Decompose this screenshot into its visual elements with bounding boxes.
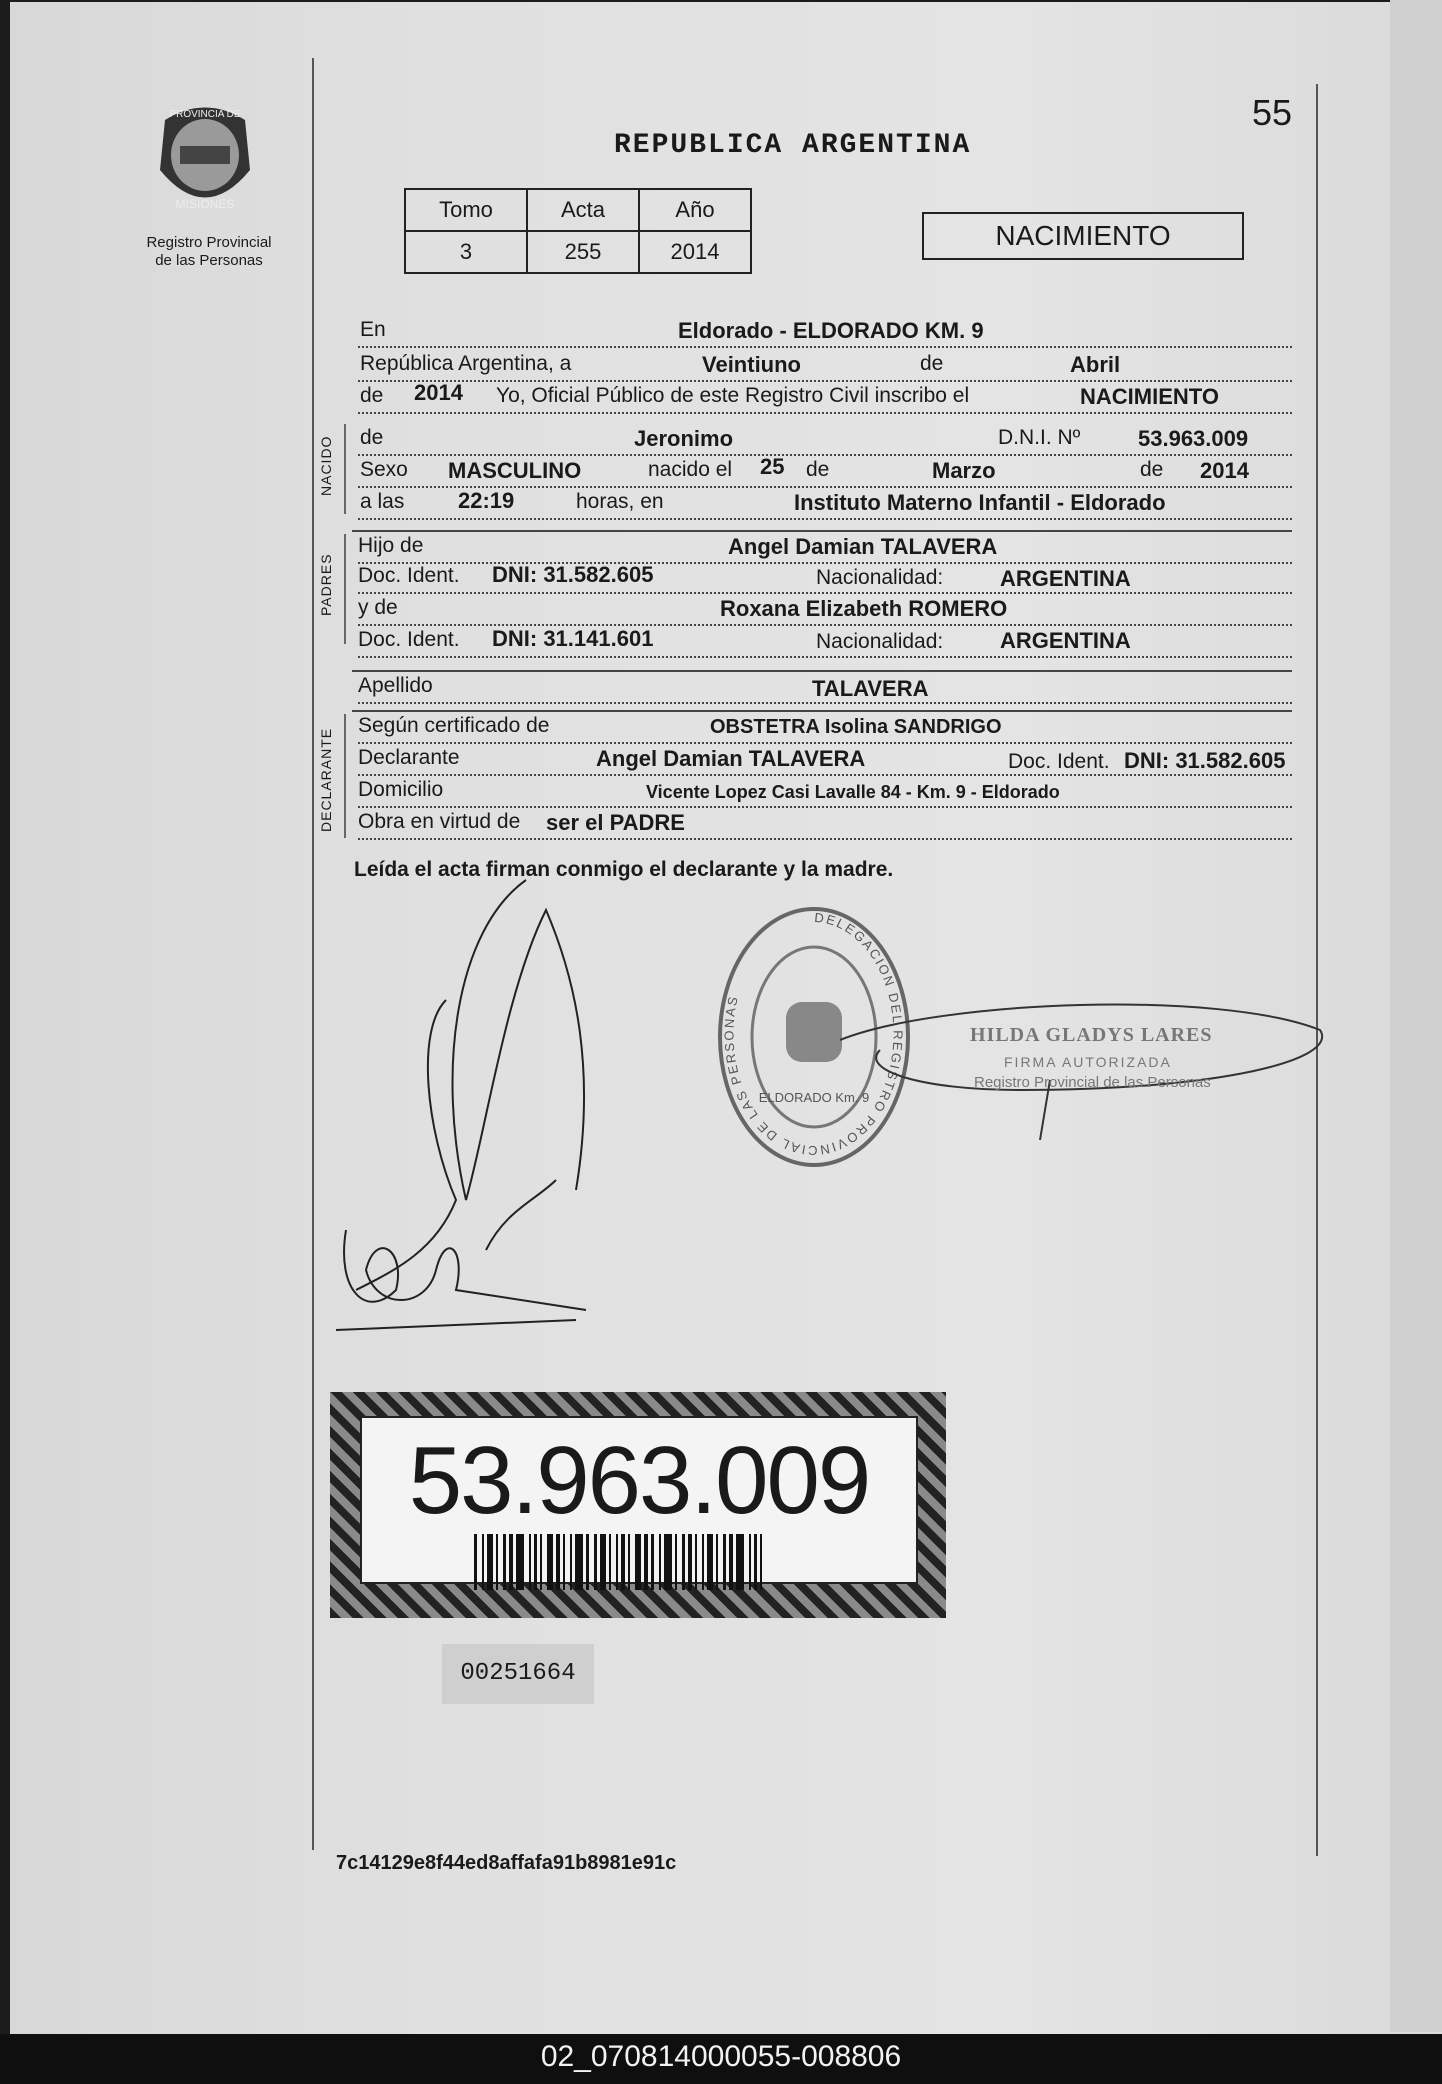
registry-line2: de las Personas bbox=[155, 252, 263, 269]
barcode-bar bbox=[600, 1534, 606, 1590]
registry-line1: Registro Provincial bbox=[146, 234, 272, 251]
barcode-bar bbox=[707, 1534, 713, 1590]
barcode-bar bbox=[621, 1534, 625, 1590]
official-office: Registro Provincial de las Personas bbox=[974, 1074, 1211, 1091]
barcode-bar bbox=[534, 1534, 537, 1590]
value-anio: 2014 bbox=[414, 380, 463, 405]
value-mes: Abril bbox=[1070, 352, 1121, 377]
label-nac1: Nacionalidad: bbox=[816, 566, 944, 589]
label-de: de bbox=[920, 352, 944, 375]
official-name: HILDA GLADYS LARES bbox=[970, 1024, 1213, 1046]
barcode-bar bbox=[516, 1534, 524, 1590]
value-inscribo: NACIMIENTO bbox=[1080, 384, 1219, 409]
value-nac-dia: 25 bbox=[760, 454, 785, 479]
barcode-bar bbox=[651, 1534, 654, 1590]
official-role: FIRMA AUTORIZADA bbox=[1004, 1054, 1172, 1070]
page-title: REPUBLICA ARGENTINA bbox=[614, 130, 972, 161]
side-label-padres: PADRES bbox=[318, 553, 334, 616]
barcode-bar bbox=[723, 1534, 726, 1590]
barcode-bar bbox=[482, 1534, 484, 1590]
province-seal-icon bbox=[150, 100, 260, 220]
seal-bottom-text: MISIONES bbox=[175, 197, 235, 211]
label-declarante: Declarante bbox=[358, 746, 460, 769]
value-tomo: 3 bbox=[405, 231, 527, 273]
barcode-bar bbox=[675, 1534, 677, 1590]
row-domicilio bbox=[358, 776, 1292, 808]
row-fecha bbox=[358, 350, 1292, 382]
value-doc2: DNI: 31.141.601 bbox=[492, 626, 654, 651]
header-acta: Acta bbox=[527, 189, 639, 231]
document-hash: 7c14129e8f44ed8affafa91b8981e91c bbox=[336, 1852, 677, 1874]
value-nombre: Jeronimo bbox=[634, 426, 734, 451]
barcode-bar bbox=[496, 1534, 498, 1590]
label-inscribo: Yo, Oficial Público de este Registro Civil inscribo el bbox=[496, 384, 970, 407]
page-number: 55 bbox=[1252, 92, 1293, 133]
row-apellido bbox=[358, 672, 1292, 704]
label-doc2: Doc. Ident. bbox=[358, 628, 460, 651]
barcode-bar bbox=[586, 1534, 589, 1590]
barcode-bar bbox=[644, 1534, 648, 1590]
barcode-bar bbox=[716, 1534, 718, 1590]
side-label-declarante: DECLARANTE bbox=[318, 727, 334, 832]
row-padre bbox=[358, 532, 1292, 564]
label-hijo: Hijo de bbox=[358, 534, 424, 557]
barcode-bar bbox=[609, 1534, 611, 1590]
serial-number: 00251664 bbox=[442, 1644, 594, 1704]
label-apellido: Apellido bbox=[358, 674, 433, 697]
value-en: Eldorado - ELDORADO KM. 9 bbox=[678, 318, 984, 343]
barcode-number: 53.963.009 bbox=[408, 1427, 870, 1534]
row-obra bbox=[358, 808, 1292, 840]
label-decl-doc: Doc. Ident. bbox=[1008, 750, 1110, 773]
registry-name bbox=[134, 234, 284, 270]
closing-statement: Leída el acta firman conmigo el declarante y la madre. bbox=[354, 858, 894, 881]
barcode-bar bbox=[749, 1534, 751, 1590]
value-domicilio: Vicente Lopez Casi Lavalle 84 - Km. 9 - Eldorado bbox=[646, 782, 1060, 802]
barcode-bar bbox=[594, 1534, 597, 1590]
value-nac2: ARGENTINA bbox=[1000, 628, 1131, 653]
record-table-header bbox=[405, 189, 751, 231]
label-yde: y de bbox=[358, 596, 398, 619]
value-dia: Veintiuno bbox=[702, 352, 801, 377]
page-edge bbox=[1390, 0, 1442, 2032]
value-nac1: ARGENTINA bbox=[1000, 566, 1131, 591]
right-margin-line bbox=[1316, 84, 1318, 1856]
label-nacido: nacido el bbox=[648, 458, 733, 481]
label-nac2: Nacionalidad: bbox=[816, 630, 944, 653]
value-doc1: DNI: 31.582.605 bbox=[492, 562, 654, 587]
label-domicilio: Domicilio bbox=[358, 778, 444, 801]
value-lugar: Instituto Materno Infantil - Eldorado bbox=[794, 490, 1166, 515]
barcode-bar bbox=[503, 1534, 506, 1590]
value-madre: Roxana Elizabeth ROMERO bbox=[720, 596, 1008, 621]
declarante-bracket bbox=[344, 714, 346, 838]
header-tomo: Tomo bbox=[405, 189, 527, 231]
barcode-bar bbox=[659, 1534, 661, 1590]
padres-bracket bbox=[344, 534, 346, 644]
row-sexo bbox=[358, 456, 1292, 488]
barcode-bars-icon bbox=[474, 1534, 844, 1590]
value-nac-anio: 2014 bbox=[1200, 458, 1249, 483]
barcode-bar bbox=[529, 1534, 531, 1590]
barcode-bar bbox=[635, 1534, 641, 1590]
barcode-bar bbox=[702, 1534, 704, 1590]
label-de2: de bbox=[360, 384, 384, 407]
label-nac-de: de bbox=[806, 458, 830, 481]
record-table-values bbox=[405, 231, 751, 273]
stamp-inner-text: ELDORADO Km. 9 bbox=[758, 1090, 870, 1105]
label-doc1: Doc. Ident. bbox=[358, 564, 460, 587]
label-obra: Obra en virtud de bbox=[358, 810, 521, 833]
value-sexo: MASCULINO bbox=[448, 458, 582, 483]
record-type-box: NACIMIENTO bbox=[922, 212, 1244, 260]
row-certificado bbox=[358, 712, 1292, 744]
footer-code: 02_070814000055-008806 bbox=[540, 2040, 902, 2073]
label-republica: República Argentina, a bbox=[360, 352, 572, 375]
barcode-bar bbox=[729, 1534, 733, 1590]
label-dni: D.N.I. Nº bbox=[998, 426, 1081, 449]
barcode-bar bbox=[556, 1534, 560, 1590]
header-anio: Año bbox=[639, 189, 751, 231]
barcode-bar bbox=[509, 1534, 513, 1590]
label-nombre: de bbox=[360, 426, 384, 449]
barcode-bar bbox=[688, 1534, 692, 1590]
nacido-bracket bbox=[344, 424, 346, 514]
row-doc-madre bbox=[358, 626, 1292, 658]
value-decl-doc: DNI: 31.582.605 bbox=[1124, 748, 1286, 773]
label-nac-de2: de bbox=[1140, 458, 1164, 481]
seal-top-text: PROVINCIA DE bbox=[169, 109, 241, 120]
barcode-inner bbox=[360, 1416, 918, 1584]
barcode-bar bbox=[695, 1534, 697, 1590]
value-cert: OBSTETRA Isolina SANDRIGO bbox=[710, 716, 1002, 738]
barcode-bar bbox=[575, 1534, 583, 1590]
label-hora: a las bbox=[360, 490, 405, 513]
value-obra: ser el PADRE bbox=[546, 810, 685, 835]
value-hora: 22:19 bbox=[458, 488, 515, 513]
barcode-bar bbox=[754, 1534, 757, 1590]
value-apellido: TALAVERA bbox=[812, 676, 929, 701]
barcode-bar bbox=[487, 1534, 493, 1590]
row-madre bbox=[358, 594, 1292, 626]
value-declarante: Angel Damian TALAVERA bbox=[596, 746, 866, 771]
value-acta: 255 bbox=[527, 231, 639, 273]
row-hora bbox=[358, 488, 1292, 520]
label-cert: Según certificado de bbox=[358, 714, 550, 737]
barcode-bar bbox=[736, 1534, 744, 1590]
row-doc-padre bbox=[358, 562, 1292, 594]
footer-strip bbox=[0, 2034, 1442, 2084]
barcode-bar bbox=[474, 1534, 477, 1590]
barcode-bar bbox=[616, 1534, 618, 1590]
barcode-label bbox=[330, 1392, 946, 1618]
row-inscribo bbox=[358, 382, 1292, 414]
barcode-bar bbox=[760, 1534, 762, 1590]
barcode-bar bbox=[664, 1534, 672, 1590]
label-sexo: Sexo bbox=[360, 458, 408, 481]
row-nombre bbox=[358, 424, 1292, 456]
stamp-ring-text: DELEGACION DEL REGISTRO PROVINCIAL DE LAS PERSONAS bbox=[721, 909, 906, 1159]
row-en bbox=[358, 316, 1292, 348]
barcode-bar bbox=[547, 1534, 553, 1590]
declarant-signature bbox=[336, 870, 636, 1370]
value-padre: Angel Damian TALAVERA bbox=[728, 534, 998, 559]
value-nac-mes: Marzo bbox=[932, 458, 996, 483]
value-anio: 2014 bbox=[639, 231, 751, 273]
label-en: En bbox=[360, 318, 386, 341]
barcode-bar bbox=[540, 1534, 542, 1590]
value-dni: 53.963.009 bbox=[1138, 426, 1249, 451]
barcode-bar bbox=[628, 1534, 630, 1590]
label-horas: horas, en bbox=[576, 490, 664, 513]
row-declarante bbox=[358, 744, 1292, 776]
side-label-nacido: NACIDO bbox=[318, 435, 334, 496]
barcode-bar bbox=[563, 1534, 565, 1590]
barcode-bar bbox=[570, 1534, 572, 1590]
left-margin-line bbox=[312, 58, 314, 1850]
barcode-bar bbox=[682, 1534, 685, 1590]
record-table bbox=[404, 188, 752, 274]
